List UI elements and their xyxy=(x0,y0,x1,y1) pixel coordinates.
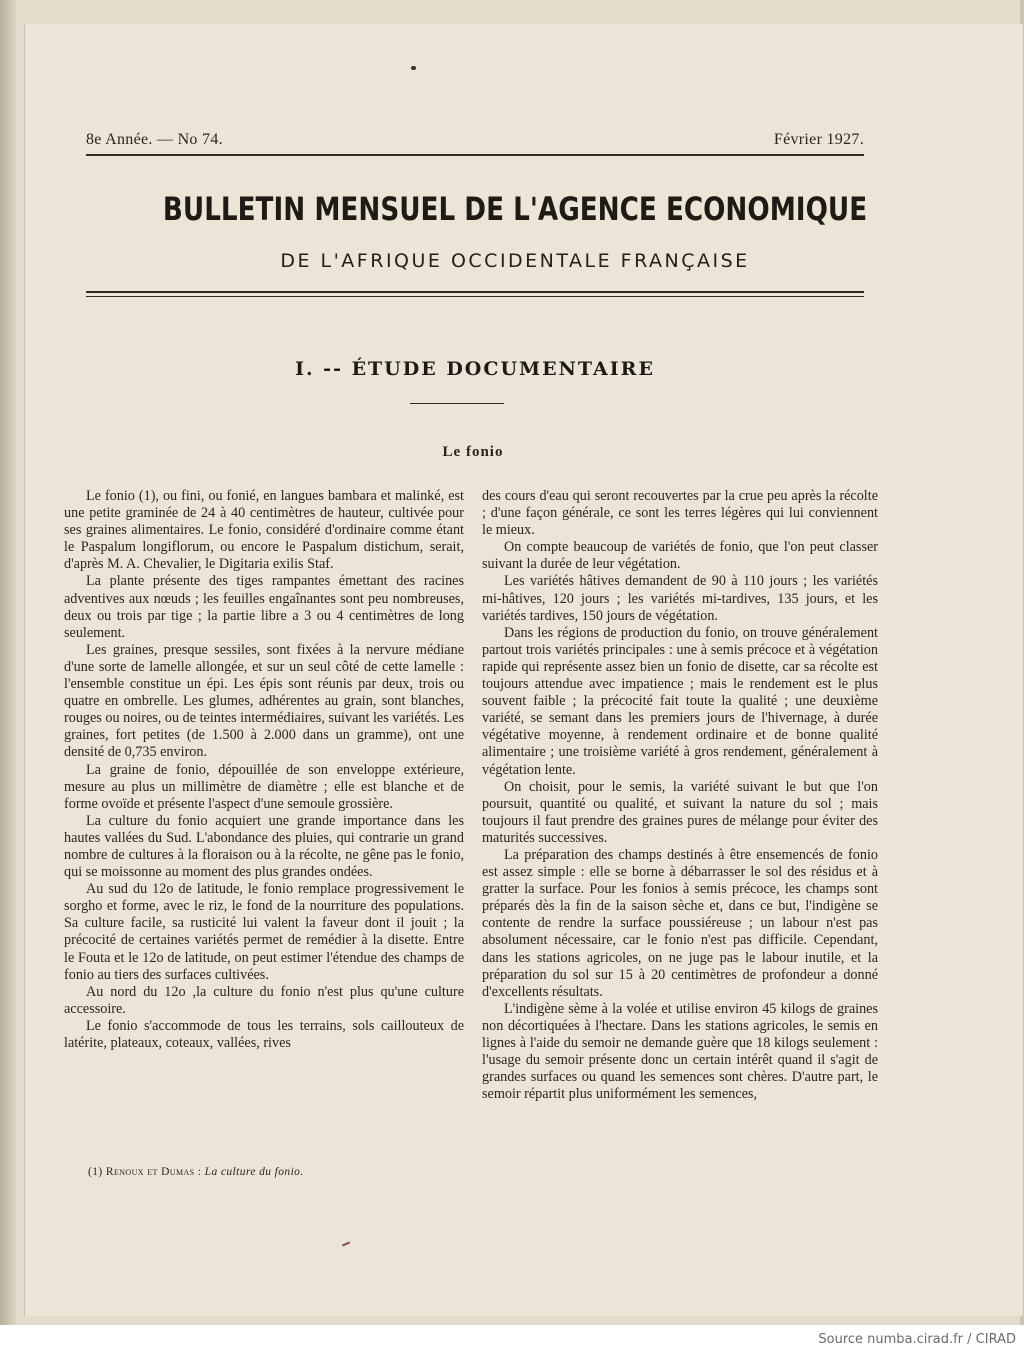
issue-number: 8e Année. — No 74. xyxy=(86,131,223,148)
section-heading: I. -- ÉTUDE DOCUMENTAIRE xyxy=(295,358,655,380)
paragraph: Au sud du 12o de latitude, le fonio remplace progressivement le sorgho et forme, avec le riz, le fond de la nourriture des populations. Sa culture facile, sa rusticité lui valent la faveur dont il jouit ; la précocité de certaines variétés permet de remédier à la disette. Entre le Fouta et le 12o de latitude, on peut estimer l'étendue des champs de fonio au tiers des surfaces cultivées. xyxy=(64,881,464,983)
paragraph: On choisit, pour le semis, la variété suivant le but que l'on poursuit, quantité ou qualité, et suivant la nature du sol ; mais toujours il faut prendre des graines pures de mélange pour éviter des maturités successives. xyxy=(482,778,878,846)
footnote-marker: (1) xyxy=(88,1166,103,1178)
paragraph: Dans les régions de production du fonio, on trouve généralement partout trois variétés principales : une à semis précoce et à végétation rapide qui représente assez bien un fonio de disette, car sa récolte est toujours attendue avec impatience ; mais le rendement est le plus souvent faible ; la précocité fait toute la qualité ; une deuxième variété, se semant dans les premiers jours de l'hivernage, à durée végétative moyenne, à rendement ordinaire et de bonne qualité alimentaire ; une troisième variété à gros rendement, généralement à végétation lente. xyxy=(482,624,878,778)
binding-edge xyxy=(0,0,16,1325)
left-column xyxy=(64,488,464,1052)
paragraph: La graine de fonio, dépouillée de son enveloppe extérieure, mesure au plus un millimètre de diamètre ; elle est blanche et de forme ovoïde et présente l'aspect d'une semoule grossière. xyxy=(64,761,464,812)
paragraph: Les graines, presque sessiles, sont fixées à la nervure médiane d'une sorte de lamelle allongée, et sur un seul côté de cette lamelle : l'ensemble constitue un épi. Les épis sont réunis par deux, trois ou quatre en ombrelle. Les glumes, adhérentes au grain, sont blanches, rouges ou noires, ou de teintes intermédiaires, suivant les variétés. Les graines, fort petites (de 1.500 à 2.000 dans un gramme), ont une densité de 0,735 environ. xyxy=(64,641,464,761)
footnote xyxy=(88,1166,304,1178)
header-rule xyxy=(86,154,864,156)
footnote-work: La culture du fonio. xyxy=(204,1166,304,1178)
masthead-rule-thin xyxy=(86,296,864,297)
right-column xyxy=(482,488,878,1103)
paragraph: Le fonio s'accommode de tous les terrains, sols caillouteux de latérite, plateaux, coteaux, vallées, rives xyxy=(64,1017,464,1051)
issue-date: Février 1927. xyxy=(773,131,864,148)
footnote-authors: Renoux et Dumas : xyxy=(105,1166,202,1178)
paragraph: La préparation des champs destinés à être ensemencés de fonio est assez simple : elle se borne à débarrasser le sol des résidus et à gratter la surface. Pour les fonios à semis précoce, les champs sont préparés dès la fin de la saison sèche et, dans ce but, l'indigène se contente de rendre la surface poussiéreuse ; un labour n'est pas absolument nécessaire, car le fonio n'est pas difficile. Cependant, dans les stations agricoles, on ne juge pas le labour inutile, et la préparation du sol sur 15 à 20 centimètres de profondeur a donné d'excellents résultats. xyxy=(482,846,878,1000)
masthead-subtitle: DE L'AFRIQUE OCCIDENTALE FRANÇAISE xyxy=(280,250,750,272)
source-credit: Source numba.cirad.fr / CIRAD xyxy=(818,1332,1016,1347)
paragraph: Le fonio (1), ou fini, ou fonié, en langues bambara et malinké, est une petite graminée de 24 à 40 centimètres de hauteur, cultivée pour ses graines alimentaires. Le fonio, considéré d'ordinaire comme étant le Paspalum longiflorum, ou encore le Paspalum distichum, serait, d'après M. A. Chevalier, le Digitaria exilis Staf. xyxy=(64,488,464,573)
masthead-title: BULLETIN MENSUEL DE L'AGENCE ECONOMIQUE xyxy=(162,190,868,228)
paragraph: Les variétés hâtives demandent de 90 à 110 jours ; les variétés mi-hâtives, 120 jours ; les variétés mi-tardives, 135 jours, et les variétés tardives, 150 jours de végétation. xyxy=(482,573,878,624)
paragraph: On compte beaucoup de variétés de fonio, que l'on peut classer suivant la durée de leur végétation. xyxy=(482,539,878,573)
section-rule xyxy=(410,403,504,404)
paragraph: La plante présente des tiges rampantes émettant des racines adventives aux nœuds ; les feuilles engaînantes sont peu nombreuses, deux ou trois par tige ; la partie libre a 3 ou 4 centimètres de long seulement. xyxy=(64,573,464,641)
pin-mark xyxy=(411,66,416,70)
paragraph-continued: des cours d'eau qui seront recouvertes par la crue peu après la récolte ; d'une façon générale, ce sont les terres légères qui lui conviennent le mieux. xyxy=(482,488,878,539)
paragraph: Au nord du 12o ,la culture du fonio n'est plus qu'une culture accessoire. xyxy=(64,983,464,1017)
paragraph: La culture du fonio acquiert une grande importance dans les hautes vallées du Sud. L'abondance des pluies, qui contrarie un grand nombre de cultures à la floraison ou à la récolte, ne gêne pas le fonio, qui se moissonne au moment des plus grandes ondées. xyxy=(64,812,464,881)
paragraph: L'indigène sème à la volée et utilise environ 45 kilogs de graines non décortiquées à l'hectare. Dans les stations agricoles, le semis en lignes à l'aide du semoir ne demande guère que 18 kilogs seulement : l'usage du semoir présente donc un certain intérêt quand il s'agit de grandes surfaces ou quand les semences sont chères. D'autre part, le semoir répartit plus uniformément les semences, xyxy=(482,1000,878,1103)
masthead-rule-thick xyxy=(86,291,864,293)
article-title: Le fonio xyxy=(442,444,504,460)
